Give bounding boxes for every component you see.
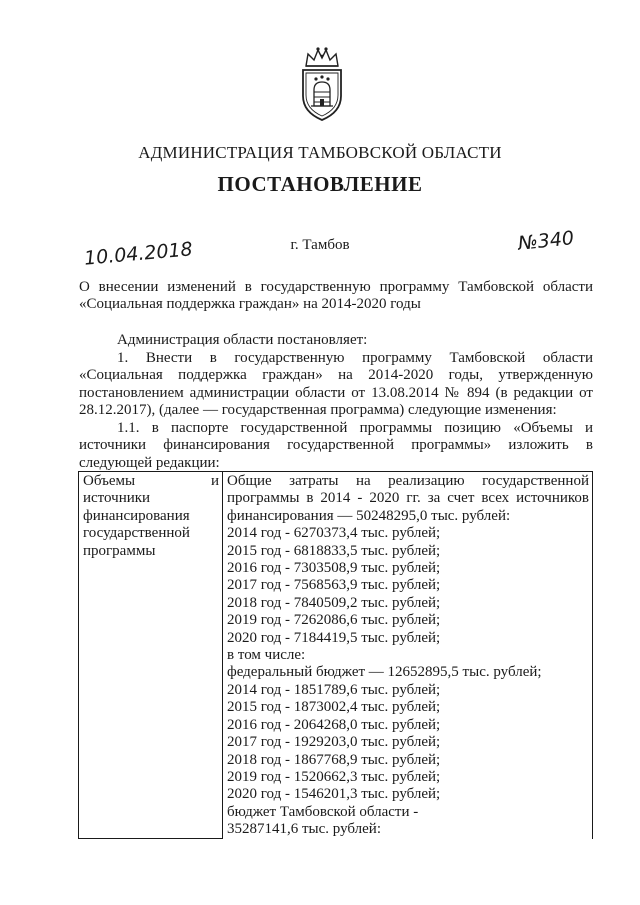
document-city: г. Тамбов (290, 237, 350, 253)
federal-year-line: 2016 год - 2064268,0 тыс. рублей; (227, 716, 441, 733)
total-year-line: 2015 год - 6818833,5 тыс. рублей; (227, 542, 441, 559)
table-cell-value (223, 472, 593, 839)
total-year-line: 2018 год - 7840509,2 тыс. рублей; (227, 594, 441, 611)
total-year-line: 2020 год - 7184419,5 тыс. рублей; (227, 629, 441, 646)
regional-budget-total: 35287141,6 тыс. рублей: (227, 821, 381, 838)
label-word: программы (83, 542, 156, 559)
federal-year-line: 2017 год - 1929203,0 тыс. рублей; (227, 734, 441, 751)
federal-year-line: 2015 год - 1873002,4 тыс. рублей; (227, 699, 441, 716)
label-word: источники (83, 490, 151, 507)
total-year-line: 2016 год - 7303508,9 тыс. рублей; (227, 560, 441, 577)
organization-name: АДМИНИСТРАЦИЯ ТАМБОВСКОЙ ОБЛАСТИ (138, 143, 502, 162)
funding-intro: Общие затраты на реализацию государственной программы в 2014 - 2020 гг. за счет всех источников финансирования — 50248295,0 тыс. рублей: (227, 473, 589, 524)
label-word: и (210, 473, 219, 489)
document-date: 10.04.2018 (83, 238, 194, 270)
total-year-line: 2019 год - 7262086,6 тыс. рублей; (227, 612, 441, 629)
program-passport-table (78, 471, 593, 839)
table-cell-label (79, 472, 223, 839)
federal-year-line: 2020 год - 1546201,3 тыс. рублей; (227, 786, 441, 803)
total-year-line: 2014 год - 6270373,4 тыс. рублей; (227, 525, 441, 542)
item-1-paragraph: 1. Внести в государственную программу Тамбовской области «Социальная поддержка граждан» на 2014-2020 годы, утвержденную постановлением администрации области от 13.08.2014 № 894 (в редакции от 28.12.2017), (далее — государственная программа) следующие изменения: (79, 349, 593, 418)
document-subject: О внесении изменений в государственную программу Тамбовской области «Социальная поддержка граждан» на 2014-2020 годы (79, 279, 593, 312)
tambov-coat-of-arms-icon (296, 44, 348, 122)
label-word: Объемы (83, 473, 136, 489)
document-type: ПОСТАНОВЛЕНИЕ (217, 172, 423, 196)
federal-year-line: 2019 год - 1520662,3 тыс. рублей; (227, 768, 441, 785)
label-word: государственной (83, 525, 190, 542)
federal-year-line: 2014 год - 1851789,6 тыс. рублей; (227, 681, 441, 698)
intro-paragraph: Администрация области постановляет: (117, 332, 368, 348)
including-label: в том числе: (227, 647, 306, 664)
label-word: финансирования (83, 507, 190, 524)
federal-total: федеральный бюджет — 12652895,5 тыс. рублей; (227, 664, 542, 681)
regional-budget-label: бюджет Тамбовской области - (227, 803, 419, 820)
document-body (79, 332, 593, 472)
table-row (79, 472, 593, 839)
document-number: №340 (517, 227, 576, 255)
total-year-line: 2017 год - 7568563,9 тыс. рублей; (227, 577, 441, 594)
item-1-1-paragraph: 1.1. в паспорте государственной программы позицию «Объемы и источники финансирования государственной программы» изложить в следующей редакции: (79, 419, 593, 471)
federal-year-line: 2018 год - 1867768,9 тыс. рублей; (227, 751, 441, 768)
